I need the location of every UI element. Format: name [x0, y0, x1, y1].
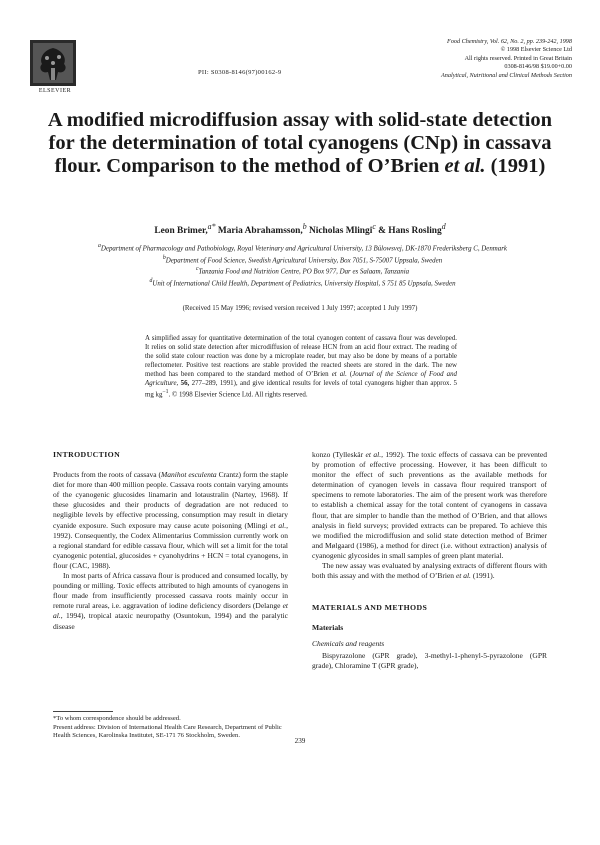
journal-info: [342, 38, 572, 80]
affiliation-text: Tanzania Food and Nutrition Centre, PO Box 977, Dar es Salaam, Tanzania: [198, 268, 410, 276]
section-heading: MATERIALS AND METHODS: [312, 603, 428, 613]
paragraph-etal: et al.: [455, 571, 471, 581]
paragraph-etal: et al.: [53, 601, 288, 621]
affiliation: [95, 242, 510, 254]
journal-line: All rights reserved. Printed in Great Britain: [464, 54, 572, 62]
page-number: 239: [294, 737, 306, 745]
paragraph-text: Products from the roots of cassava (: [53, 470, 162, 480]
footnote: Present address: Division of International Health Care Research, Department of Public Health Sciences, Karolinska Institutet, SE-171 76 Stockholm, Sweden.: [53, 723, 282, 740]
abstract-sup: −1: [162, 389, 169, 396]
journal-line: Food Chemistry, Vol. 62, No. 2, pp. 239-242, 1998: [447, 38, 572, 45]
author-sup: d: [441, 222, 446, 231]
paragraph-text: , 1992). Consequently, the Codex Alimentarius Commission currently work on a regional standard for edible cassava flour, which will set a limit for the total cyanogenic potential, glucosides + cyanohydrins + HCN = total cyanogens, in flour (CAC, 1988).: [53, 520, 288, 570]
paragraph: [53, 470, 288, 571]
column-right: [312, 450, 547, 671]
paragraph: [53, 571, 288, 632]
footnote: *To whom correspondence should be addressed.: [53, 715, 181, 722]
abstract: [145, 335, 457, 401]
affiliation: [95, 265, 510, 277]
footnote-rule: [53, 711, 113, 712]
affiliation-sup: b: [162, 254, 166, 261]
author-list: [40, 222, 560, 236]
abstract-etal: et al.: [331, 370, 347, 378]
affiliation-sup: d: [149, 278, 153, 285]
affiliation: [95, 254, 510, 266]
column-left: [53, 450, 288, 632]
author-sup: a*: [207, 222, 216, 231]
paragraph: [312, 561, 547, 581]
subsection-heading: Materials: [312, 623, 344, 633]
paragraph-text: (1991).: [470, 571, 495, 581]
pii-code: PII: S0308-8146(97)00162-9: [198, 69, 282, 76]
section-heading: INTRODUCTION: [53, 450, 121, 459]
author-sup: c: [372, 222, 376, 231]
paragraph: Bispyrazolone (GPR grade), 3-methyl-1-phenyl-5-pyrazolone (GPR grade), Chloramine T (GPR grade),: [312, 650, 547, 670]
received-dates: (Received 15 May 1996; revised version received 1 July 1997; accepted 1 July 1997): [182, 305, 418, 312]
affiliation-sup: c: [195, 266, 199, 273]
affiliation: [95, 277, 510, 289]
subsubsection-heading: Chemicals and reagents: [312, 639, 385, 649]
journal-line: Analytical, Nutritional and Clinical Methods Section: [441, 71, 572, 79]
journal-line: © 1998 Elsevier Science Ltd: [500, 46, 572, 54]
author-name: & Hans Rosling: [375, 226, 442, 237]
title-text: A modified microdiffusion assay with solid-state detection for the determination of total cyanogens (CNp) in cassava flour. Comparison to the method of O’Brien: [47, 109, 553, 177]
abstract-volume: 56,: [178, 379, 190, 387]
paragraph-text: , 1992). The toxic effects of cassava can be prevented by promotion of effective processing. However, it has been difficult to monitor the effect of such preventions as the available methods for determination of cyanogen levels in cassava flour required transport of specimens to remote laboratories. The aim of the present work was therefore to establish a chemical assay for the total content of cyanogens in cassava flour, that are simpler to handle than the method of O’Brien, and that allows analysis in field surveys; provided extracts can be prepared. To achieve this we modified the microdiffusion and solid state detection method of Brimer and Mølgaard (1986), a method for direct (i.e. without extraction) analysis of cyanogenic glycosides in small samples of green plant material.: [312, 450, 547, 560]
abstract-text: 277–289, 1991), and give identical results for levels of total cyanogens higher than approx. 5 mg kg: [145, 379, 458, 399]
author-sup: b: [302, 222, 307, 231]
elsevier-logo: [30, 40, 76, 86]
affiliations: [95, 242, 510, 289]
abstract-text: (: [346, 370, 353, 378]
affiliation-text: Department of Pharmacology and Pathobiology, Royal Veterinary and Agricultural University, 13 Bülowsvej, DK-1870 Frederiksberg C, Denmark: [100, 245, 507, 253]
title-year: (1991): [485, 155, 546, 177]
paragraph-text: konzo (Tylleskär: [312, 450, 366, 459]
author-name: Nicholas Mlingi: [306, 226, 373, 237]
affiliation-text: Department of Food Science, Swedish Agricultural University, Box 7051, S-75007 Uppsala, Sweden: [165, 257, 443, 264]
paragraph-etal: et al.: [270, 520, 287, 530]
abstract-journal: Journal of the Science of Food and Agriculture,: [145, 370, 457, 387]
affiliation-text: Unit of International Child Health, Department of Pediatrics, University Hospital, S 751 85 Uppsala, Sweden: [152, 280, 456, 288]
paragraph-text: , 1994), tropical ataxic neuropathy (Osuntokun, 1994) and the paralytic disease: [53, 611, 288, 631]
paragraph: [312, 450, 547, 561]
title-etal: et al.: [444, 155, 486, 177]
abstract-text: A simplified assay for quantitative determination of the total cyanogen content of cassava flour was developed. It relies on solid state detection after microdiffusion of release HCN from an acid flour extract. The reading of the solid state colour reaction was done by a microplate reader, but may also be done by means of a portable reflectometer. Positive test reactions are stable provided the reacted sheets are stored in the dark. The new method has been compared to the standard method of O’Brien: [145, 335, 457, 378]
paragraph-text: The new assay was evaluated by analysing extracts of different flours with both this assay and with the method of O’Brien: [312, 561, 547, 581]
author-name: Maria Abrahamsson,: [215, 226, 303, 237]
affiliation-sup: a: [98, 243, 101, 249]
paragraph-text: In most parts of Africa cassava flour is produced and consumed locally, by pounding or milling. Toxic effects attributed to high amounts of cyanogens in flour made from insufficiently processed cassava roots mainly occur in remote rural areas, i.e. aggravation of iodine deficiency disorders (Delange: [53, 571, 288, 611]
publisher-name: ELSEVIER: [38, 88, 72, 94]
paragraph-etal: et al.: [365, 450, 382, 459]
abstract-text: . © 1998 Elsevier Science Ltd. All rights reserved.: [168, 391, 308, 399]
paragraph-text: Crantz) form the staple diet for more than 400 million people. Cassava roots contain varying amounts of the cyanogenic glucosides linamarin and lotaustralin (Nartey, 1968). If these glucosides and their products of degradation are not reduced to negligible levels by effective processing, consumption may result in dietary cyanide exposure. Such exposure may cause acute poisoning (Mlingi: [53, 470, 288, 530]
author-name: Leon Brimer,: [154, 226, 208, 237]
latin-name: Manihot esculenta: [161, 470, 217, 480]
journal-line: 0308-8146/98 $19.00+0.00: [504, 63, 572, 71]
article-title: [40, 109, 560, 178]
